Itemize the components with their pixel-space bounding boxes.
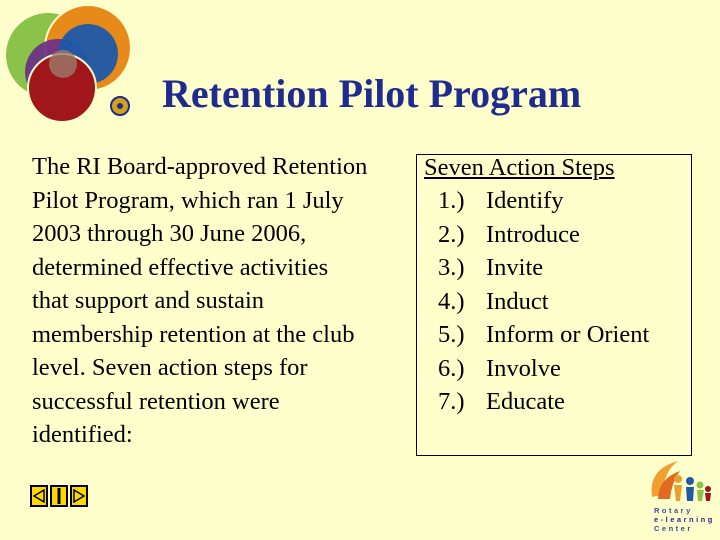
paragraph-line: determined effective activities — [32, 253, 329, 281]
paragraph-line: level. Seven action steps for — [32, 354, 308, 381]
step-label: Induct — [486, 287, 549, 315]
list-item — [438, 251, 649, 285]
list-item — [438, 318, 649, 352]
paragraph-line: membership retention at the club — [32, 320, 355, 348]
step-number: 5.) — [438, 321, 465, 348]
steps-list — [438, 184, 649, 419]
elearning-logo-text — [654, 506, 714, 533]
list-item — [438, 218, 649, 252]
next-slide-button[interactable] — [70, 485, 88, 507]
step-label: Introduce — [486, 220, 580, 248]
paragraph-line: that support and sustain — [32, 287, 265, 314]
step-label: Inform or Orient — [486, 321, 650, 348]
triangle-left-icon — [33, 489, 45, 503]
menu-button[interactable] — [50, 485, 68, 507]
step-number: 7.) — [438, 388, 465, 415]
step-number: 4.) — [438, 287, 465, 315]
elearning-line: Center — [654, 524, 693, 533]
list-item — [438, 385, 649, 419]
elearning-line: e-learning — [654, 515, 715, 524]
paragraph-line: Pilot Program, which ran 1 July — [32, 186, 344, 214]
list-item — [438, 184, 649, 218]
elearning-line: Rotary — [654, 506, 693, 515]
step-label: Invite — [486, 254, 544, 281]
previous-slide-button[interactable] — [30, 485, 48, 507]
steps-heading: Seven Action Steps — [424, 154, 615, 181]
step-number: 2.) — [438, 220, 465, 248]
step-label: Involve — [486, 354, 561, 382]
step-number: 1.) — [438, 187, 465, 214]
step-number: 3.) — [438, 254, 465, 281]
description-paragraph — [32, 150, 424, 452]
rotary-circles-logo — [0, 0, 160, 135]
rotary-wheel-icon — [111, 97, 129, 115]
paragraph-line: successful retention were — [32, 387, 280, 415]
list-item — [438, 285, 649, 319]
paragraph-line: identified: — [32, 421, 133, 448]
step-label: Educate — [486, 388, 565, 415]
bar-icon — [56, 488, 62, 504]
page-title: Retention Pilot Program — [162, 71, 582, 116]
step-number: 6.) — [438, 354, 465, 382]
paragraph-line: 2003 through 30 June 2006, — [32, 220, 307, 247]
paragraph-line: The RI Board-approved Retention — [32, 153, 368, 180]
list-item — [438, 352, 649, 386]
triangle-right-icon — [73, 489, 85, 503]
slide-navigation — [30, 485, 90, 507]
step-label: Identify — [486, 187, 564, 214]
